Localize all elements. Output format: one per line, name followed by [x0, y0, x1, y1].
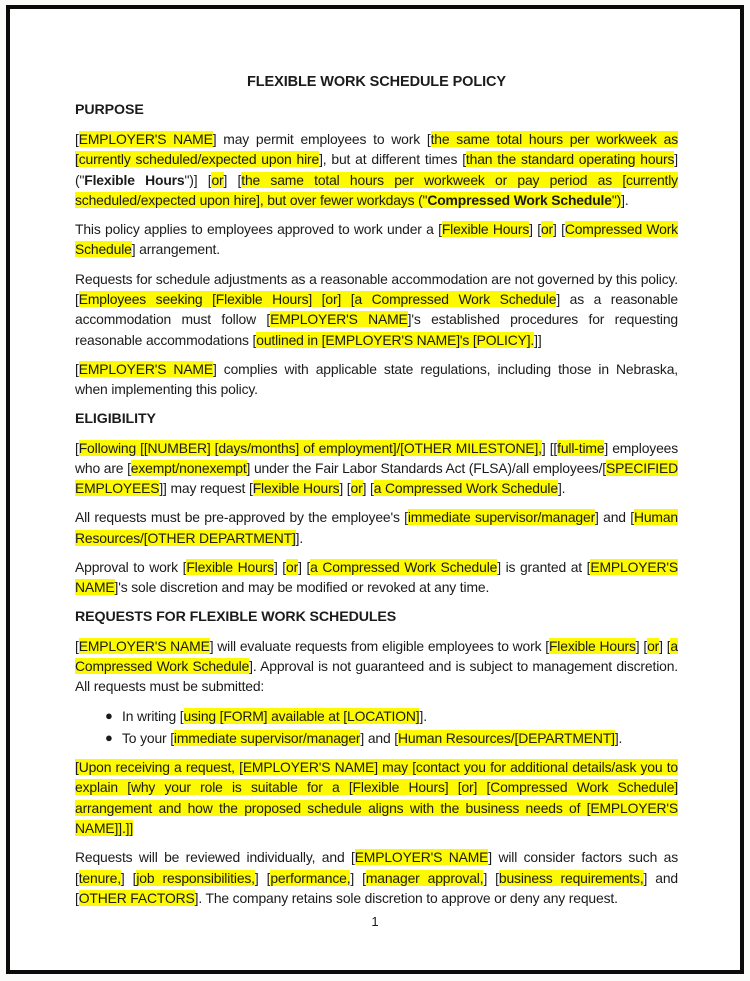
text-run: ] and [ [595, 509, 634, 526]
text-run: ] [ [659, 637, 671, 654]
text-run: ] [ [362, 480, 374, 497]
placeholder-highlight: Employees seeking [Flexible Hours] [or] [a Compressed Work Schedule [78, 291, 557, 308]
text-run: ]. The company retains sole discretion to approve or deny any request. [194, 889, 618, 906]
placeholder-highlight: outlined in [EMPLOYER'S NAME]'s [POLICY]. [256, 331, 535, 348]
text-run: ]] [534, 331, 542, 348]
text-run: ] under the Fair Labor Standards Act (FLSA)/all employees/[ [246, 459, 607, 476]
text-run: To your [ [122, 729, 174, 746]
text-run: [ [75, 131, 79, 147]
text-run: [ [75, 637, 79, 654]
placeholder-highlight: EMPLOYER'S NAME [75, 559, 678, 596]
placeholder-highlight: or [647, 637, 660, 654]
text-run: ] [ [254, 869, 271, 886]
placeholder-highlight: manager approval, [365, 869, 484, 886]
placeholder-highlight: the same total hours per workweek as [currently scheduled/expected upon hire [75, 131, 678, 168]
placeholder-highlight: or [540, 221, 554, 238]
placeholder-highlight: or [286, 559, 299, 576]
placeholder-highlight: or [350, 480, 363, 497]
placeholder-highlight: OTHER FACTORS [78, 889, 195, 906]
text-run: [ [75, 439, 79, 456]
placeholder-highlight: performance, [270, 869, 351, 886]
document-page [75, 74, 678, 908]
text-run: ] is granted at [ [497, 559, 591, 576]
bullet-item [105, 728, 678, 748]
placeholder-highlight: a Compressed Work Schedule [310, 559, 498, 576]
text-run: ]. [621, 191, 629, 208]
placeholder-highlight: [Upon receiving a request, [EMPLOYER'S NAME] may [contact you for additional details/ask you to explain [why your role is suitable for a [Flexible Hours] [or] [Compressed Work Schedule] arrangement and how the proposed schedule aligns with the business needs of [EMPLOYER'S NAME]].]] [75, 759, 678, 837]
text-run: ] and [ [360, 729, 398, 746]
placeholder-highlight: immediate supervisor/manager [173, 729, 361, 746]
text-run: Flexible Hours [84, 171, 185, 188]
paragraph [75, 557, 678, 598]
bullet-dot-icon: ● [105, 729, 113, 745]
placeholder-highlight: using [FORM] available at [LOCATION] [183, 707, 420, 724]
text-run: ] complies with applicable state regulations, including those in Nebraska, when implementing this policy. [75, 360, 679, 398]
bullet-dot-icon: ● [105, 707, 113, 723]
text-run: ]. [614, 729, 623, 746]
paragraph [75, 847, 678, 908]
text-run: ] will consider factors such as [ [75, 849, 678, 886]
placeholder-highlight: EMPLOYER'S NAME [354, 849, 489, 866]
placeholder-highlight: EMPLOYER'S NAME [270, 311, 408, 328]
placeholder-highlight: full-time [557, 439, 605, 456]
text-run: ] [ [223, 171, 242, 188]
paragraph [75, 359, 678, 400]
text-run: All requests must be pre-approved by the employee's [ [75, 509, 408, 526]
text-run: ] employees who are [ [75, 439, 679, 476]
section-heading: PURPOSE [75, 102, 144, 118]
bullet-list [75, 706, 678, 749]
text-run: ]] may request [ [159, 480, 253, 497]
text-run: ] and [ [75, 869, 678, 906]
paragraph [75, 507, 678, 548]
text-run: ] (" [75, 151, 678, 188]
section-heading: ELIGIBILITY [75, 410, 156, 427]
text-run: [ [75, 360, 79, 377]
placeholder-highlight: than the standard operating hours [465, 151, 675, 168]
placeholder-highlight: SPECIFIED EMPLOYEES [75, 459, 678, 497]
paragraph [75, 636, 678, 697]
text-run: ], but at different times [ [319, 151, 466, 168]
text-run: ] as a reasonable accommodation must follow [ [75, 291, 678, 328]
paragraph [75, 269, 678, 350]
placeholder-highlight: EMPLOYER'S NAME [78, 131, 213, 147]
document-title: FLEXIBLE WORK SCHEDULE POLICY [247, 74, 506, 90]
text-run: ] [ [273, 559, 287, 576]
page-number: 1 [371, 914, 379, 929]
placeholder-highlight: Human Resources/[OTHER DEPARTMENT] [75, 509, 678, 546]
text-run: ] may permit employees to work [ [212, 131, 431, 147]
paragraph [75, 757, 678, 838]
text-run: Requests will be reviewed individually, and [ [75, 849, 355, 866]
text-run: ] [ [635, 637, 648, 654]
text-run: In writing [ [122, 707, 184, 724]
placeholder-highlight: Human Resources/[DEPARTMENT] [398, 729, 615, 746]
text-run: ]. [295, 529, 304, 546]
placeholder-highlight: Flexible Hours [441, 221, 530, 238]
placeholder-highlight: or [211, 171, 224, 188]
placeholder-highlight: Compressed Work Schedule [427, 191, 612, 208]
text-run: ] [ [553, 221, 565, 238]
placeholder-highlight: tenure, [78, 869, 121, 886]
placeholder-highlight: immediate supervisor/manager [407, 509, 596, 526]
text-run: ] [ [483, 869, 499, 886]
text-run: ] [ [298, 559, 311, 576]
text-run: ")] [ [184, 171, 212, 188]
placeholder-highlight: exempt/nonexempt [130, 459, 247, 476]
text-run: ] [ [339, 480, 351, 497]
text-run: ]. [557, 480, 566, 497]
text-run: Approval to work [ [75, 559, 187, 576]
text-run: ] [ [529, 221, 541, 238]
placeholder-highlight: Flexible Hours [186, 559, 274, 576]
document-body [75, 100, 678, 908]
text-run: ] [ [350, 869, 366, 886]
text-run: ] arrangement. [131, 241, 220, 258]
placeholder-highlight: EMPLOYER'S NAME [78, 637, 210, 654]
section-heading: REQUESTS FOR FLEXIBLE WORK SCHEDULES [75, 608, 397, 625]
placeholder-highlight: Flexible Hours [548, 637, 636, 654]
placeholder-highlight: a Compressed Work Schedule [373, 480, 558, 497]
text-run: This policy applies to employees approved to work under a [ [75, 221, 442, 238]
text-run: ]'s established procedures for requesting reasonable accommodations [ [75, 311, 679, 348]
text-run: ]. Approval is not guaranteed and is subject to management discretion. All requests must be submitted: [75, 657, 678, 695]
placeholder-highlight: Compressed Work Schedule [75, 221, 678, 258]
placeholder-highlight: the same total hours per workweek or pay period as [currently scheduled/expected upon hire], but over fewer workdays (" [75, 171, 678, 208]
paragraph [75, 219, 678, 260]
paragraph [75, 129, 678, 210]
placeholder-highlight: EMPLOYER'S NAME [78, 360, 213, 377]
placeholder-highlight: Following [[NUMBER] [days/months] of employment]/[OTHER MILESTONE], [78, 439, 542, 456]
placeholder-highlight: a Compressed Work Schedule [75, 637, 678, 674]
text-run: ] [[ [541, 439, 558, 456]
text-run: ]. [419, 707, 427, 724]
text-run: ] [ [120, 869, 137, 886]
text-run: ]'s sole discretion and may be modified or revoked at any time. [114, 579, 490, 596]
placeholder-highlight: business requirements, [498, 869, 644, 886]
placeholder-highlight: job responsibilities, [136, 869, 255, 886]
placeholder-highlight: Flexible Hours [252, 480, 340, 497]
text-run: Requests for schedule adjustments as a reasonable accommodation are not governed by this policy. [ [75, 270, 678, 308]
placeholder-highlight: ") [611, 191, 622, 208]
text-run: ] will evaluate requests from eligible employees to work [ [209, 637, 549, 654]
paragraph [75, 438, 678, 499]
bullet-item [105, 706, 678, 726]
